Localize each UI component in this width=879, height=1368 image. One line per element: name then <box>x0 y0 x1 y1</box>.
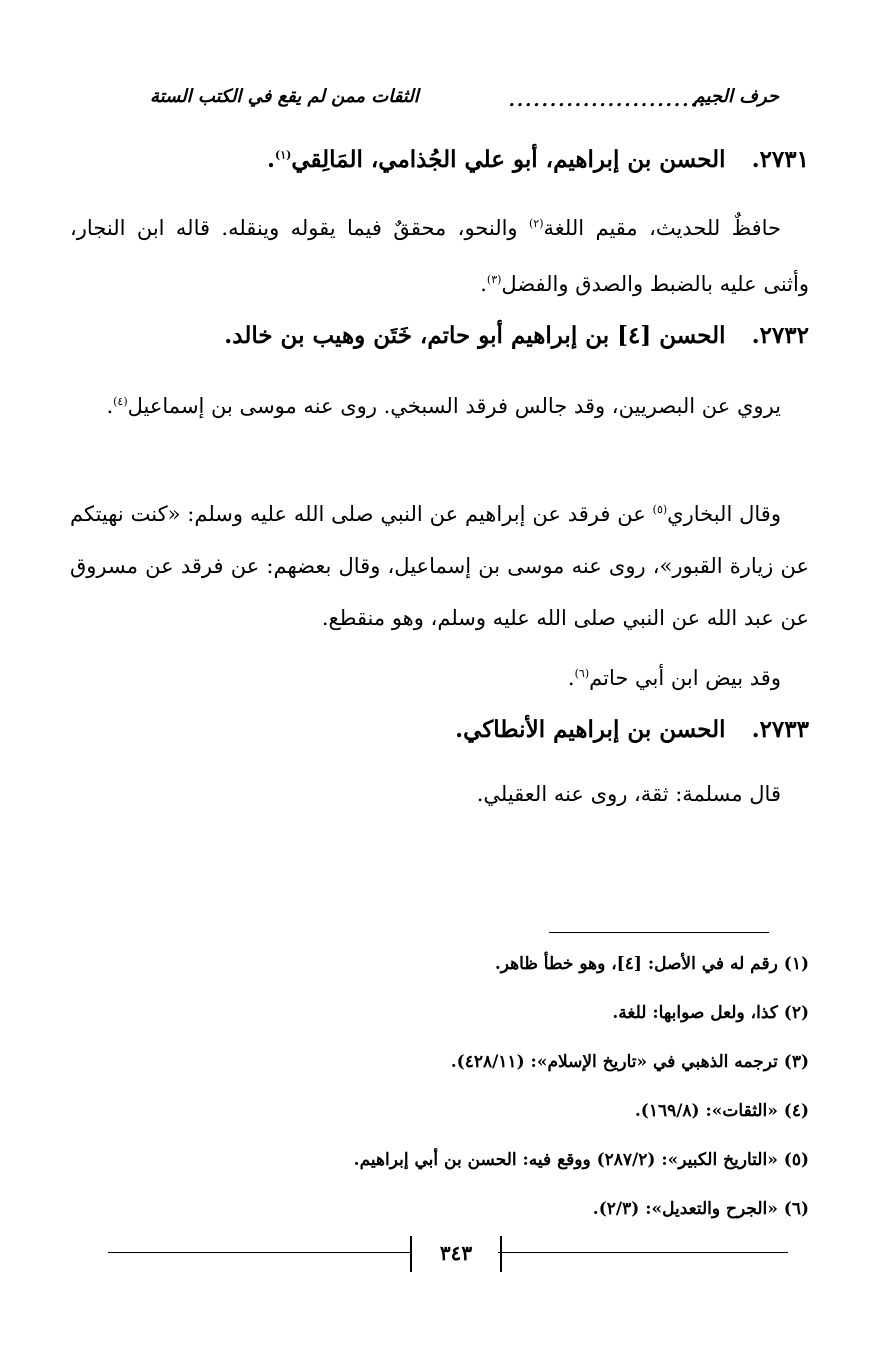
entry-title: الحسن [٤] بن إبراهيم أبو حاتم، خَتَن وهيب بن خالد. <box>224 322 726 349</box>
bottom-rule-right <box>498 1252 788 1253</box>
entry-heading-2731 <box>70 146 809 173</box>
entry-2732-paragraph-3 <box>70 648 809 704</box>
footnote-ref: (٣) <box>486 273 502 286</box>
entry-number: ٢٧٣١. <box>751 146 809 173</box>
entry-number: ٢٧٣٣. <box>751 716 809 743</box>
footnote-6: (٦) «الجرح والتعديل»: (٢/٣). <box>592 1199 809 1219</box>
footnote-ref: (١) <box>274 148 292 162</box>
footnote-3: (٣) ترجمه الذهبي في «تاريخ الإسلام»: (٤٢٨/١١). <box>450 1052 809 1072</box>
entry-title: الحسن بن إبراهيم الأنطاكي. <box>455 716 726 743</box>
page-number: ٣٤٣ <box>410 1236 502 1272</box>
paragraph-text: . <box>567 666 575 690</box>
paragraph-text: . <box>480 272 487 296</box>
entry-2731-paragraph <box>70 198 809 310</box>
footnote-2: (٢) كذا، ولعل صوابها: للغة. <box>612 1003 809 1023</box>
entry-2732-paragraph-2 <box>70 484 809 644</box>
footnote-separator <box>549 932 769 933</box>
paragraph-text: والنحو، محققٌ فيما يقوله وينقله. قاله ابن النجار، وأثنى عليه بالضبط والصدق والفضل <box>70 216 809 296</box>
footnote-1: (١) رقم له في الأصل: [٤]، وهو خطأ ظاهر. <box>494 954 809 974</box>
footnote-ref: (٤) <box>113 395 128 408</box>
footnote-5: (٥) «التاريخ الكبير»: (٢٨٧/٢) ووقع فيه: الحسن بن أبي إبراهيم. <box>353 1150 809 1170</box>
paragraph-text: . <box>106 394 114 418</box>
paragraph-text: يروي عن البصريين، وقد جالس فرقد السبخي. روى عنه موسى بن إسماعيل <box>127 394 781 418</box>
entry-number: ٢٧٣٢. <box>751 322 809 349</box>
paragraph-text: عن فرقد عن إبراهيم عن النبي صلى الله عليه وسلم: «كنت نهيتكم عن زيارة القبور»، روى عنه موسى بن إسماعيل، وقال بعضهم: عن فرقد عن مسروق عن عبد الله عن النبي صلى الله عليه وسلم، وهو منقطع. <box>70 502 809 630</box>
entry-title-end: . <box>266 146 275 173</box>
footnotes <box>70 945 809 1239</box>
paragraph-text: وقال البخاري <box>667 502 781 526</box>
bottom-rule-left <box>108 1252 410 1253</box>
entry-heading-2732 <box>70 322 809 349</box>
entry-heading-2733 <box>70 716 809 743</box>
paragraph-text: قال مسلمة: ثقة، روى عنه العقيلي. <box>476 782 781 806</box>
running-head-dots: ........................ <box>508 90 707 111</box>
footnote-ref: (٦) <box>574 667 590 680</box>
entry-2733-paragraph <box>70 768 809 820</box>
footnote-ref: (٥) <box>652 503 668 516</box>
footnote-4: (٤) «الثقات»: (١٦٩/٨). <box>634 1101 809 1121</box>
entry-title: الحسن بن إبراهيم، أبو علي الجُذامي، المَالِقي <box>291 146 726 173</box>
running-head-chapter: حرف الجيم <box>693 86 779 107</box>
footnote-ref: (٢) <box>528 217 544 230</box>
paragraph-text: حافظٌ للحديث، مقيم اللغة <box>543 216 781 240</box>
paragraph-text: وقد بيض ابن أبي حاتم <box>589 666 781 690</box>
entry-2732-paragraph-1 <box>70 376 809 432</box>
running-head <box>150 86 779 116</box>
running-head-book-section: الثقات ممن لم يقع في الكتب الستة <box>150 86 419 107</box>
